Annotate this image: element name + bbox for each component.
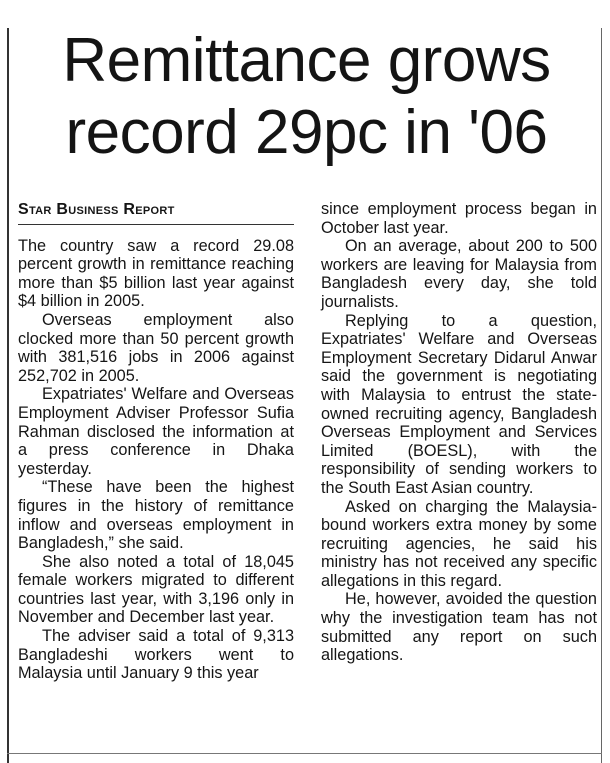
byline: Star Business Report bbox=[18, 198, 294, 225]
article-column-left bbox=[18, 198, 294, 683]
paragraph: Expatriates' Welfare and Overseas Employment Adviser Professor Sufia Rahman disclosed the information at a press conference in Dhaka yesterday. bbox=[18, 385, 294, 478]
paragraph: since employment process began in October last year. bbox=[321, 200, 597, 237]
bottom-rule bbox=[7, 753, 602, 754]
paragraph: He, however, avoided the question why the investigation team has not submitted any report on such allegations. bbox=[321, 590, 597, 665]
headline bbox=[14, 25, 599, 169]
headline-line-1: Remittance grows bbox=[62, 26, 551, 95]
paragraph: “These have been the highest figures in the history of remittance inflow and overseas employment in Bangladesh,” she said. bbox=[18, 478, 294, 553]
paragraph: Overseas employment also clocked more than 50 percent growth with 381,516 jobs in 2006 against 252,702 in 2005. bbox=[18, 310, 294, 385]
paragraph: Replying to a question, Expatriates' Welfare and Overseas Employment Secretary Didarul Anwar said the government is negotiating with Malaysia to entrust the state-owned recruiting agency, Bangladesh Overseas Employment and Services Limited (BOESL), with the responsibility of sending workers to the South East Asian country. bbox=[321, 311, 597, 497]
paragraph: On an average, about 200 to 500 workers are leaving for Malaysia from Bangladesh every day, she told journalists. bbox=[321, 237, 597, 311]
paragraph: The adviser said a total of 9,313 Bangladeshi workers went to Malaysia until January 9 this year bbox=[18, 627, 294, 683]
right-column-rule bbox=[601, 28, 602, 763]
headline-line-2: record 29pc in '06 bbox=[65, 98, 548, 167]
paragraph: The country saw a record 29.08 percent growth in remittance reaching more than $5 billion last year against $4 billion in 2005. bbox=[18, 236, 294, 311]
paragraph: Asked on charging the Malaysia-bound workers extra money by some recruiting agencies, he said his ministry has not received any specific allegations in this regard. bbox=[321, 497, 597, 590]
paragraph: She also noted a total of 18,045 female workers migrated to different countries last year, with 3,196 only in November and December last year. bbox=[18, 552, 294, 627]
article-column-right bbox=[321, 200, 597, 665]
left-column-rule bbox=[7, 28, 9, 763]
